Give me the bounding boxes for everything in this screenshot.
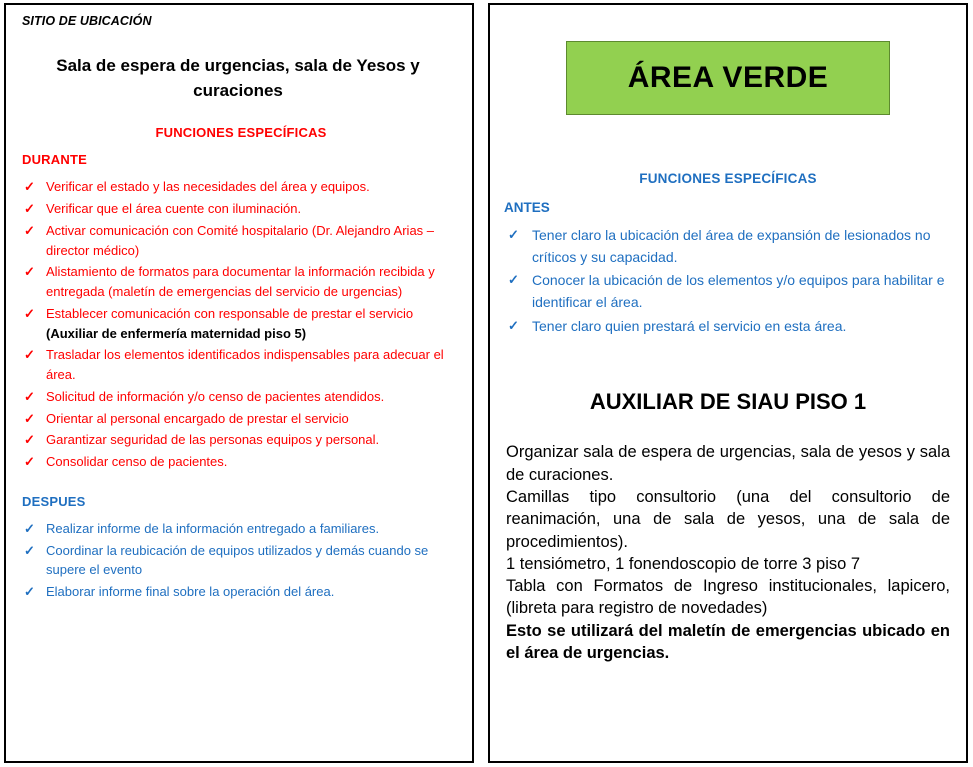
right-body-text [506, 441, 950, 664]
check-icon: ✓ [24, 305, 35, 321]
durante-heading: DURANTE [22, 152, 87, 168]
left-panel-title: Sala de espera de urgencias, sala de Yesos y curaciones [56, 56, 420, 100]
list-item-label: Tener claro quien prestará el servicio en esta área. [532, 317, 847, 334]
auxiliar-title: AUXILIAR DE SIAU PISO 1 [589, 389, 867, 415]
left-panel [4, 3, 474, 763]
durante-list [20, 177, 462, 472]
list-item [20, 304, 462, 344]
check-icon: ✓ [24, 264, 35, 280]
paragraph: 1 tensiómetro, 1 fonendoscopio de torre 3 piso 7 [506, 554, 861, 573]
list-item [20, 262, 462, 302]
check-icon: ✓ [508, 227, 519, 242]
check-icon: ✓ [24, 410, 35, 426]
list-item-label: Conocer la ubicación de los elementos y/o equipos para habilitar e identificar el área. [532, 272, 945, 311]
paragraph: Organizar sala de espera de urgencias, sala de yesos y sala de curaciones. [506, 443, 950, 484]
paragraph: Tabla con Formatos de Ingreso institucionales, lapicero, (libreta para registro de novedades) [506, 577, 950, 618]
list-item [20, 541, 462, 581]
list-item-label: Garantizar seguridad de las personas equipos y personal. [46, 432, 380, 448]
list-item-label: Establecer comunicación con responsable de prestar el servicio [46, 305, 414, 321]
list-item-label: Trasladar los elementos identificados indispensables para adecuar el área. [46, 347, 444, 383]
check-icon: ✓ [508, 317, 519, 333]
list-item [504, 270, 952, 313]
antes-list [504, 225, 952, 337]
list-item [20, 345, 462, 385]
paragraph: Camillas tipo consultorio (una del consultorio de reanimación, una de sala de yesos, una de sala de procedimientos). [506, 487, 950, 551]
list-item [20, 519, 462, 539]
left-funciones-heading: FUNCIONES ESPECÍFICAS [155, 125, 327, 141]
list-item-label: Solicitud de información y/o censo de pacientes atendidos. [46, 388, 385, 404]
check-icon: ✓ [24, 201, 35, 217]
area-verde-badge [566, 41, 890, 115]
check-icon: ✓ [24, 454, 35, 470]
list-item [20, 582, 462, 602]
area-verde-label: ÁREA VERDE [627, 61, 829, 94]
despues-heading: DESPUES [22, 493, 86, 509]
list-item-label: Alistamiento de formatos para documentar la información recibida y entregada (maletín de emergencias del servicio de urgencias) [46, 264, 435, 300]
list-item-label: Activar comunicación con Comité hospitalario (Dr. Alejandro Arias – director médico) [46, 222, 435, 258]
list-item [20, 387, 462, 407]
antes-heading: ANTES [504, 200, 550, 215]
list-item [20, 452, 462, 472]
check-icon: ✓ [24, 388, 35, 404]
check-icon: ✓ [24, 179, 35, 195]
check-icon: ✓ [24, 520, 35, 536]
paragraph: Esto se utilizará del maletín de emergencias ubicado en el área de urgencias. [506, 621, 950, 662]
right-panel [488, 3, 968, 763]
list-item-label: Tener claro la ubicación del área de expansión de lesionados no críticos y su capacidad. [532, 227, 931, 265]
check-icon: ✓ [24, 432, 35, 448]
list-item-label: Verificar que el área cuente con iluminación. [46, 201, 302, 217]
check-icon: ✓ [24, 542, 35, 558]
check-icon: ✓ [24, 222, 35, 238]
list-item-emphasis: (Auxiliar de enfermería maternidad piso 5) [46, 325, 307, 341]
list-item [20, 430, 462, 450]
list-item-label: Orientar al personal encargado de prestar el servicio [46, 410, 349, 426]
check-icon: ✓ [24, 347, 35, 363]
right-funciones-heading: FUNCIONES ESPECÍFICAS [639, 171, 817, 186]
list-item [504, 225, 952, 268]
site-location-label: SITIO DE UBICACIÓN [22, 14, 152, 28]
list-item [20, 199, 462, 219]
list-item-label: Coordinar la reubicación de equipos utilizados y demás cuando se supere el evento [46, 542, 429, 578]
list-item-label: Verificar el estado y las necesidades del área y equipos. [46, 179, 370, 195]
despues-list [20, 519, 462, 602]
list-item-label: Consolidar censo de pacientes. [46, 454, 228, 470]
list-item [20, 409, 462, 429]
list-item [20, 221, 462, 261]
check-icon: ✓ [508, 272, 519, 288]
list-item [504, 316, 952, 338]
list-item-label: Realizar informe de la información entregado a familiares. [46, 520, 380, 536]
list-item [20, 177, 462, 197]
list-item-label: Elaborar informe final sobre la operación del área. [46, 584, 335, 600]
check-icon: ✓ [24, 584, 35, 600]
